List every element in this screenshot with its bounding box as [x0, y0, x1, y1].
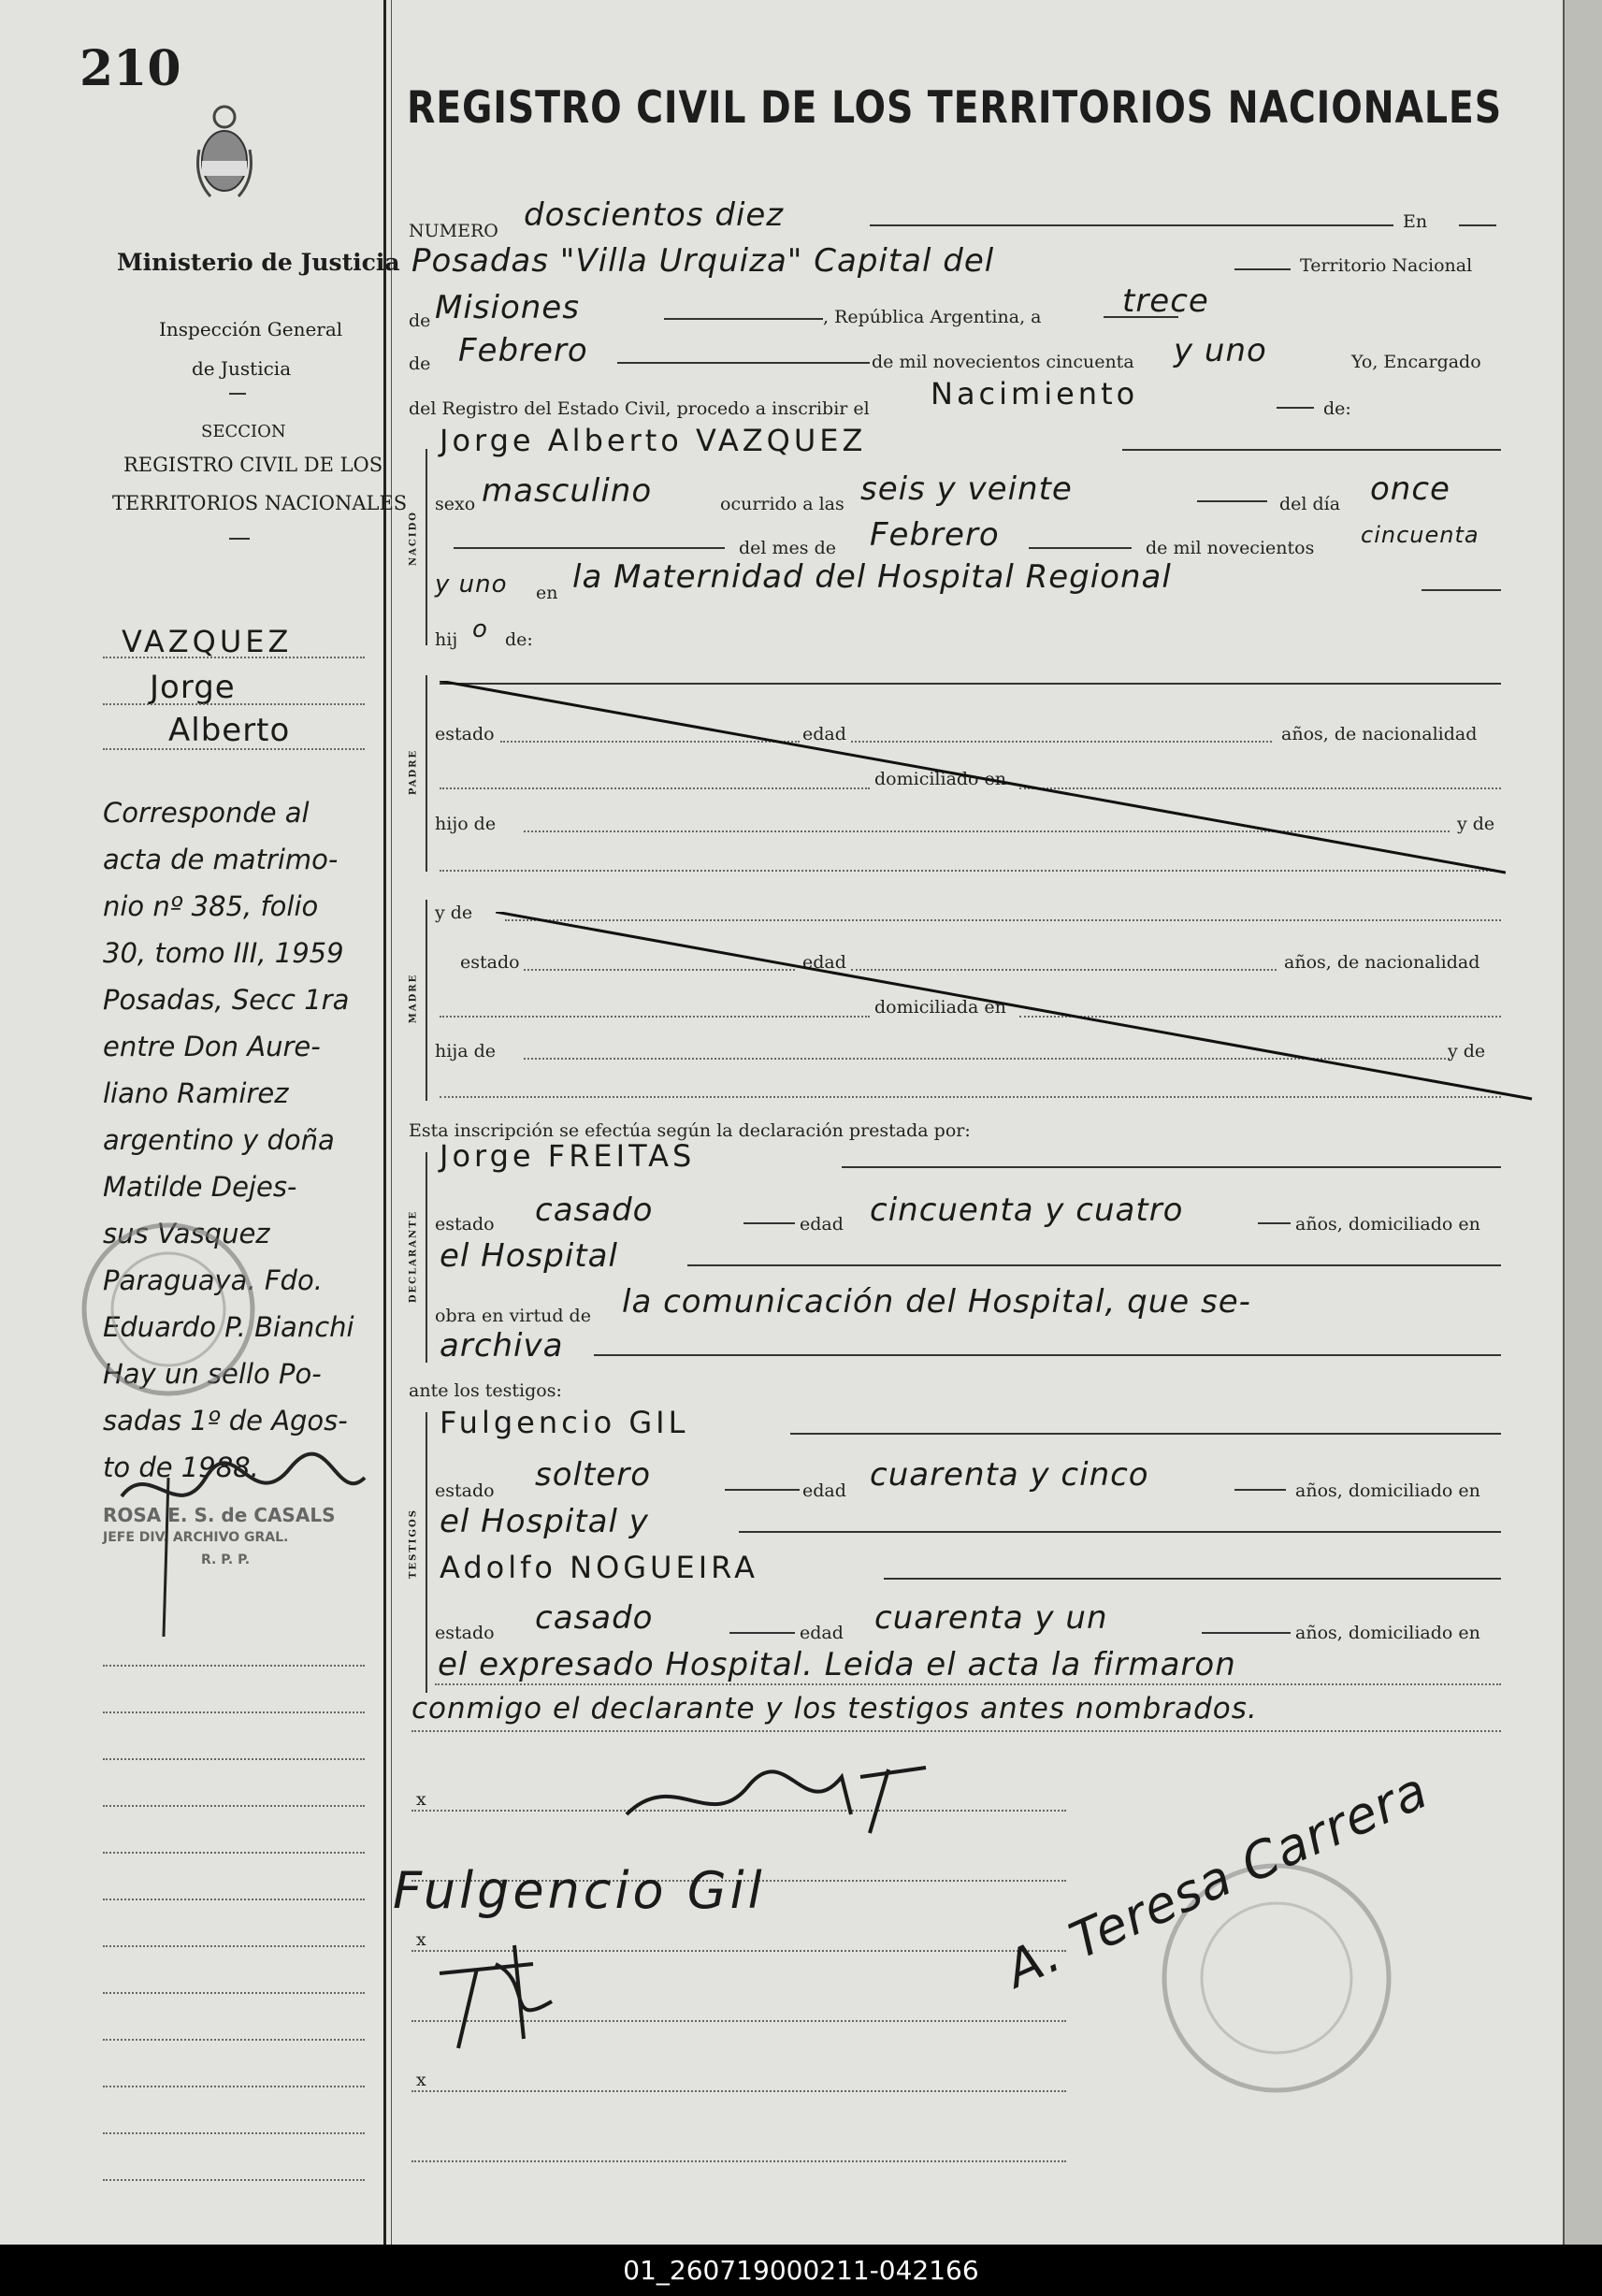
rule: [103, 2179, 365, 2181]
signature-witness2-icon: [421, 1936, 580, 2058]
padre-edad-label: edad: [802, 724, 846, 744]
de-label: de: [409, 310, 431, 331]
note-line: liano Ramirez: [103, 1077, 289, 1109]
testigos-side-label: TESTIGOS: [408, 1509, 419, 1579]
note-line: 30, tomo III, 1959: [103, 937, 344, 969]
inspection-label-2: de Justicia: [192, 357, 292, 380]
madre-anios-label: años, de nacionalidad: [1284, 952, 1480, 973]
margin-rule-thin: [391, 0, 392, 2245]
coat-of-arms-icon: [192, 103, 257, 206]
numero-value: doscientos diez: [524, 196, 785, 234]
numero-label: NUMERO: [409, 221, 498, 241]
w1-edad-value: cuarenta y cinco: [870, 1456, 1149, 1494]
fill-line: [1234, 1489, 1286, 1491]
en-label: En: [1403, 211, 1428, 232]
act-value: Nacimiento: [931, 376, 1139, 412]
note-line: sadas 1º de Agos-: [103, 1405, 348, 1437]
note-line: Paraguaya. Fdo.: [103, 1264, 323, 1296]
rule: [103, 1665, 365, 1667]
rule: [103, 2039, 365, 2041]
fill-line: [729, 1632, 795, 1634]
ocurrido-label: ocurrido a las: [720, 494, 844, 514]
witness2-name: Adolfo NOGUEIRA: [440, 1550, 758, 1585]
margin-firstname: Jorge: [150, 669, 236, 706]
note-line: acta de matrimo-: [103, 844, 339, 875]
divider: [229, 393, 246, 395]
declarante-side-label: DECLARANTE: [408, 1209, 419, 1304]
inscripcion-label: Esta inscripción se efectúa según la declaración prestada por:: [409, 1120, 971, 1141]
rule: [103, 2086, 365, 2087]
w1-estado-value: soltero: [535, 1456, 651, 1494]
rule: [103, 1805, 365, 1807]
w2-edad-label: edad: [800, 1623, 844, 1643]
month-value: Febrero: [870, 516, 1000, 554]
inspection-label: Inspección General: [159, 318, 343, 340]
note-line: Matilde Dejes-: [103, 1171, 297, 1203]
note-line: Eduardo P. Bianchi: [103, 1311, 354, 1343]
fill-line: [687, 1264, 1501, 1266]
decl-estado-value: casado: [535, 1191, 654, 1229]
padre-domiciliado-label: domiciliado en: [874, 769, 1007, 789]
mil2-label: de mil novecientos: [1146, 538, 1315, 558]
madre-hija-de-label: hija de: [435, 1041, 496, 1061]
note-line: Hay un sello Po-: [103, 1358, 322, 1390]
note-line: Posadas, Secc 1ra: [103, 984, 350, 1016]
w1-edad-label: edad: [802, 1480, 846, 1501]
declarante-bracket: [426, 1152, 427, 1363]
nacido-bracket: [426, 449, 427, 645]
rule: [435, 1683, 1501, 1685]
fill-line: [1104, 316, 1178, 318]
rule: [411, 2090, 1066, 2092]
testigos-bracket: [426, 1412, 427, 1693]
declarant-name: Jorge FREITAS: [440, 1138, 696, 1174]
section-label: SECCION: [201, 422, 286, 441]
year-reg-value: y uno: [1174, 332, 1267, 369]
w1-anios-label: años, domiciliado en: [1295, 1480, 1480, 1501]
signature-declarant-icon: [617, 1758, 935, 1842]
year-b-value: y uno: [435, 570, 508, 599]
note-line: argentino y doña: [103, 1124, 335, 1156]
padre-anios-label: años, de nacionalidad: [1281, 724, 1478, 744]
fill-line: [664, 318, 823, 320]
fill-line: [725, 1489, 800, 1491]
fill-line: [884, 1578, 1501, 1580]
fill-line: [1258, 1222, 1291, 1224]
del-dia-label: del día: [1279, 494, 1341, 514]
rule: [103, 657, 365, 658]
margin-secondname: Alberto: [168, 712, 291, 749]
virtud-value: la comunicación del Hospital, que se-: [622, 1283, 1251, 1321]
round-stamp-icon: [75, 1216, 262, 1403]
hijo-label: hij: [435, 629, 458, 650]
fill-line: [842, 1166, 1501, 1168]
decl-edad-label: edad: [800, 1214, 844, 1235]
sexo-label: sexo: [435, 494, 476, 514]
decl-edad-value: cincuenta y cuatro: [870, 1191, 1184, 1229]
closing-line-2: conmigo el declarante y los testigos antes nombrados.: [411, 1692, 1258, 1726]
en2-label: en: [536, 583, 558, 603]
ante-label: ante los testigos:: [409, 1380, 562, 1401]
fill-line: [617, 362, 870, 364]
decl-dom-value: el Hospital: [440, 1237, 618, 1275]
note-line: sus Vasquez: [103, 1218, 270, 1249]
rule: [103, 1711, 365, 1713]
padre-hijo-de-label: hijo de: [435, 814, 497, 834]
fill-line: [743, 1222, 795, 1224]
mil-label: de mil novecientos cincuenta: [872, 352, 1134, 372]
padre-side-label: PADRE: [408, 748, 419, 796]
margin-signature-icon: [112, 1440, 374, 1646]
madre-estado-label: estado: [460, 952, 520, 973]
divider: [229, 538, 250, 540]
madre-y-de-label: y de: [435, 903, 473, 923]
archive-stamp-line1: ROSA E. S. de CASALS: [103, 1504, 336, 1526]
madre-y-de3-label: y de: [1448, 1041, 1486, 1061]
madre-strike-icon: [496, 912, 1534, 1104]
fill-line: [1122, 449, 1501, 451]
fill-line: [1197, 500, 1267, 502]
note-line: to de 1988.: [103, 1451, 259, 1483]
fill-line: [739, 1531, 1501, 1533]
ministry-label: Ministerio de Justicia: [117, 249, 400, 276]
yo-label: Yo, Encargado: [1351, 352, 1481, 372]
padre-bracket: [426, 675, 427, 872]
closing-line-1: el expresado Hospital. Leida el acta la firmaron: [438, 1646, 1236, 1683]
de2-label: de: [409, 354, 431, 374]
sig-x-1: x: [416, 1789, 426, 1810]
sig-x-2: x: [416, 1929, 426, 1950]
archive-stamp-line3: R. P. P.: [201, 1552, 251, 1567]
note-line: Corresponde al: [103, 797, 310, 829]
section-name-1: REGISTRO CIVIL DE LOS: [123, 454, 383, 476]
w1-dom-value: el Hospital y: [440, 1503, 649, 1540]
child-name: Jorge Alberto VAZQUEZ: [440, 423, 867, 458]
rule: [103, 1992, 365, 1994]
margin-surname: VAZQUEZ: [122, 624, 293, 659]
witness1-name: Fulgencio GIL: [440, 1405, 689, 1440]
republica-label: , República Argentina, a: [823, 307, 1042, 327]
territory-value: Misiones: [435, 289, 580, 326]
year-a-value: cincuenta: [1361, 522, 1479, 548]
rule: [411, 1730, 1501, 1732]
virtud2-value: archiva: [440, 1327, 564, 1365]
fill-line: [454, 547, 725, 549]
signature-registrar: A. Teresa Carrera: [997, 1760, 1436, 2000]
note-line: entre Don Aure-: [103, 1031, 321, 1062]
padre-y-de-label: y de: [1457, 814, 1495, 834]
fill-line: [1202, 1632, 1291, 1634]
rule: [103, 1758, 365, 1760]
fill-line: [790, 1433, 1501, 1435]
madre-side-label: MADRE: [408, 973, 419, 1024]
page-edge: [1563, 0, 1602, 2245]
obra-label: obra en virtud de: [435, 1306, 591, 1326]
w2-edad-value: cuarenta y un: [874, 1599, 1108, 1637]
w2-estado-label: estado: [435, 1623, 495, 1643]
fill-line: [870, 224, 1393, 226]
decl-estado-label: estado: [435, 1214, 495, 1235]
w1-estado-label: estado: [435, 1480, 495, 1501]
madre-bracket: [426, 900, 427, 1101]
archive-stamp-line2: JEFE DIV. ARCHIVO GRAL.: [103, 1530, 289, 1545]
day-value: once: [1370, 470, 1450, 508]
section-name-2: TERRITORIOS NACIONALES: [112, 492, 408, 514]
fill-line: [594, 1354, 1501, 1356]
w2-anios-label: años, domiciliado en: [1295, 1623, 1480, 1643]
note-line: nio nº 385, folio: [103, 890, 319, 922]
birth-place-value: la Maternidad del Hospital Regional: [572, 558, 1172, 596]
page-number: 210: [79, 40, 181, 97]
rule: [103, 1899, 365, 1900]
fill-line: [1277, 407, 1314, 409]
sig-x-3: x: [416, 2070, 426, 2090]
decl-anios-label: años, domiciliado en: [1295, 1214, 1480, 1235]
image-id-footer: 01_260719000211-042166: [0, 2245, 1602, 2296]
hijo-suffix: o: [472, 615, 488, 643]
padre-strike-icon: [440, 681, 1506, 877]
territorio-label: Territorio Nacional: [1300, 255, 1473, 276]
month-reg-value: Febrero: [458, 332, 588, 369]
sex-value: masculino: [482, 472, 653, 510]
padre-estado-label: estado: [435, 724, 495, 744]
del-mes-label: del mes de: [739, 538, 836, 558]
madre-edad-label: edad: [802, 952, 846, 973]
madre-domiciliada-label: domiciliada en: [874, 997, 1006, 1018]
rule: [103, 748, 365, 750]
signature-witness1: Fulgencio Gil: [393, 1861, 766, 1920]
fill-line: [1029, 547, 1132, 549]
place-value: Posadas "Villa Urquiza" Capital del: [411, 242, 995, 280]
fill-line: [1234, 268, 1291, 270]
registro-label: del Registro del Estado Civil, procedo a inscribir el: [409, 398, 870, 419]
de3-label: de:: [1323, 398, 1351, 419]
fill-line: [1459, 224, 1496, 226]
de-colon-label: de:: [505, 629, 533, 650]
day-reg-value: trece: [1122, 282, 1209, 320]
nacido-side-label: NACIDO: [408, 511, 419, 566]
rule: [103, 1945, 365, 1947]
rule: [411, 2160, 1066, 2162]
rule: [103, 1852, 365, 1854]
w2-estado-value: casado: [535, 1599, 654, 1637]
hour-value: seis y veinte: [860, 470, 1073, 508]
margin-rule: [383, 0, 386, 2245]
document-title: REGISTRO CIVIL DE LOS TERRITORIOS NACIONALES: [407, 82, 1502, 134]
rule: [103, 703, 365, 705]
rule: [103, 2132, 365, 2134]
fill-line: [1422, 589, 1501, 591]
